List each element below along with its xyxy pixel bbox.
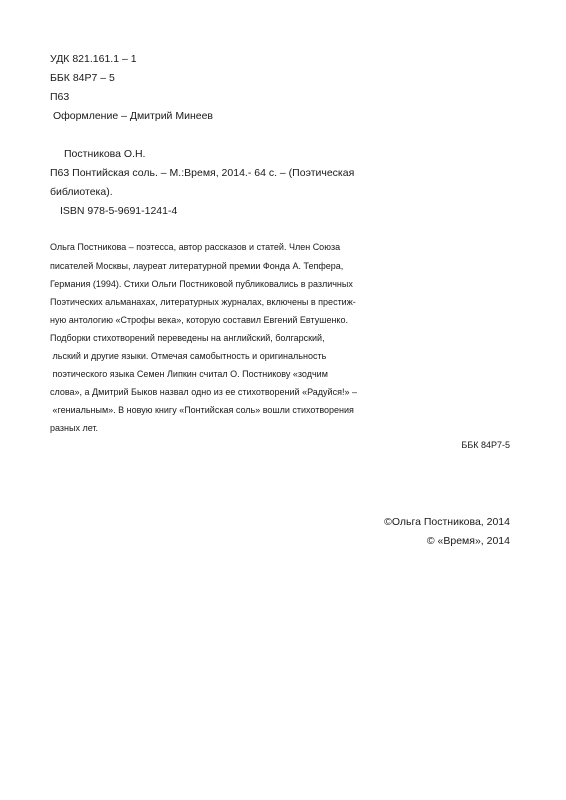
abstract-line: разных лет. <box>50 423 99 433</box>
abstract-line: Поэтических альманахах, литературных журналах, включены в престиж- <box>50 297 356 307</box>
abstract-line: льский и другие языки. Отмечая самобытность и оригинальность <box>50 351 327 361</box>
abstract-line: Германия (1994). Стихи Ольги Постниковой публиковались в различных <box>50 279 353 289</box>
abstract-line: слова», а Дмитрий Быков назвал одно из ее стихотворений «Радуйся!» – <box>50 387 357 397</box>
abstract-line: Подборки стихотворений переведены на английский, болгарский, <box>50 333 325 343</box>
copyright-publisher: © «Время», 2014 <box>426 535 510 547</box>
biblio-author: Постникова О.Н. <box>64 148 146 160</box>
bbk-code: ББК 84Р7 – 5 <box>50 72 115 84</box>
abstract-line: Ольга Постникова – поэтесса, автор рассказов и статей. Член Союза <box>50 242 341 252</box>
abstract-line: писателей Москвы, лауреат литературной премии Фонда А. Тепфера, <box>50 261 344 271</box>
author-sign: П63 <box>50 91 70 103</box>
biblio-title-line: П63 Понтийская соль. – М.:Время, 2014.- 64 с. – (Поэтическая <box>50 167 355 179</box>
bbk-footer: ББК 84Р7-5 <box>461 440 510 450</box>
biblio-series-line: библиотека). <box>50 186 113 198</box>
abstract-line: «гениальным». В новую книгу «Понтийская соль» вошли стихотворения <box>50 405 354 415</box>
copyright-author: ©Ольга Постникова, 2014 <box>384 516 510 528</box>
design-credit: Оформление – Дмитрий Минеев <box>53 110 214 122</box>
udk-code: УДК 821.161.1 – 1 <box>50 53 137 65</box>
abstract-line: поэтического языка Семен Липкин считал О. Постникову «зодчим <box>50 369 328 379</box>
abstract-line: ную антологию «Строфы века», которую составил Евгений Евтушенко. <box>50 315 348 325</box>
isbn: ISBN 978-5-9691-1241-4 <box>60 205 178 217</box>
